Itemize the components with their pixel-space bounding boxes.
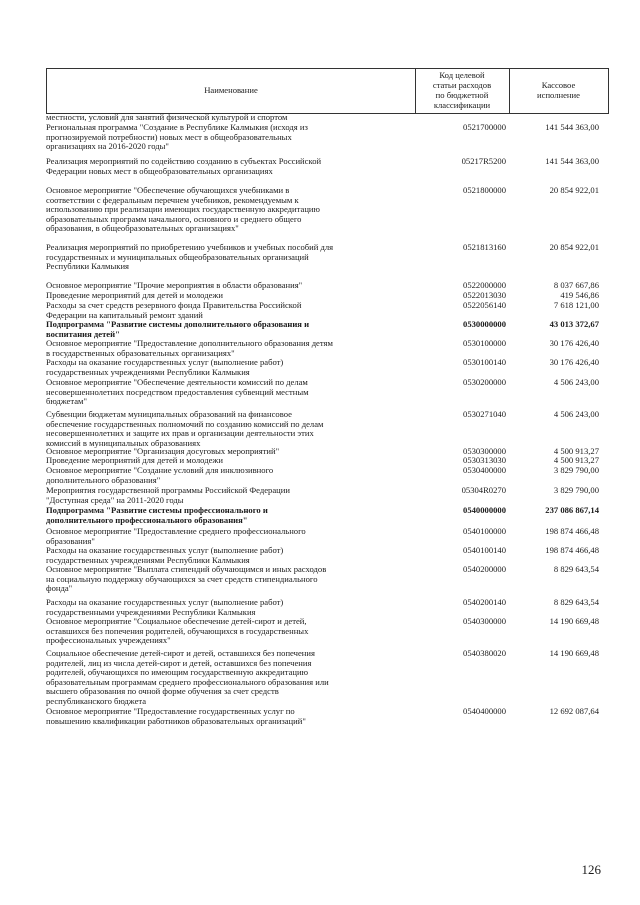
row-name: местности, условий для занятий физической культурой и спортом [46,112,288,122]
row-code: 0540400000 [463,706,506,716]
row-amount: 237 086 867,14 [545,505,599,515]
row-name: Социальное обеспечение детей-сирот и детей, оставшихся без попечения родителей, лиц из числа детей-сирот и детей, оставшихся без попечения родителей, обучающихся по имеющим государственную аккредитацию образовательным программам среднего профессионального образования или высшего образования по очной форме обучения за счет средств республиканского бюджета [46,648,329,706]
row-code: 0540200140 [463,597,506,607]
row-code: 0522013030 [463,290,506,300]
row-code: 0530000000 [463,319,506,329]
row-name: Основное мероприятие "Предоставление дополнительного образования детям в государственных образовательных организациях" [46,338,333,358]
row-amount: 14 190 669,48 [549,648,599,658]
row-amount: 8 829 643,54 [553,597,599,607]
header-name [47,69,416,113]
row-name: Основное мероприятие "Предоставление среднего профессионального образования" [46,526,306,546]
row-amount: 14 190 669,48 [549,616,599,626]
row-name: Мероприятия государственной программы Российской Федерации "Доступная среда" на 2011-2020 годы [46,485,290,505]
row-amount: 4 500 913,27 [553,446,599,456]
row-code: 0530200000 [463,377,506,387]
row-code: 0530100000 [463,338,506,348]
row-amount: 12 692 087,64 [549,706,599,716]
row-name: Основное мероприятие "Предоставление государственных услуг по повышению квалификации работников образовательных организаций" [46,706,306,726]
row-name: Основное мероприятие "Социальное обеспечение детей-сирот и детей, оставшихся без попечения родителей, обучающихся в государственных профессиональных учреждениях" [46,616,309,646]
row-amount: 43 013 372,67 [549,319,599,329]
row-code: 0530100140 [463,357,506,367]
row-code: 0530313030 [463,455,506,465]
row-code: 0530300000 [463,446,506,456]
row-code: 0540200000 [463,564,506,574]
row-amount: 20 854 922,01 [549,242,599,252]
row-code: 0522056140 [463,300,506,310]
row-amount: 419 546,86 [560,290,599,300]
row-name: Подпрограмма "Развитие системы профессионального и дополнительного профессионального образования" [46,505,268,525]
row-amount: 141 544 363,00 [545,156,599,166]
row-name: Основное мероприятие "Выплата стипендий обучающимся и иных расходов на социальную поддержку обучающихся за счет средств стипендиального фонда" [46,564,327,594]
row-name: Основное мероприятие "Обеспечение обучающихся учебниками в соответствии с федеральным перечнем учебников, рекомендуемым к использованию при реализации имеющих государственную аккредитацию образовательных программ начального, основного и среднего общего образования, в общеобразовательных организациях" [46,185,320,234]
row-code: 0540380020 [463,648,506,658]
row-amount: 20 854 922,01 [549,185,599,195]
row-code: 0530400000 [463,465,506,475]
row-amount: 198 874 466,48 [545,545,599,555]
row-amount: 30 176 426,40 [549,338,599,348]
row-name: Проведение мероприятий для детей и молодежи [46,290,223,300]
page-number: 126 [581,862,601,877]
row-name: Расходы на оказание государственных услуг (выполнение работ) государственными учреждениями Республики Калмыкия [46,597,284,617]
row-name: Основное мероприятие "Обеспечение деятельности комиссий по делам несовершеннолетних посредством предоставления субвенций местным бюджетам" [46,377,309,407]
row-code: 0521700000 [463,122,506,132]
table-header [46,68,609,114]
row-name: Проведение мероприятий для детей и молодежи [46,455,223,465]
row-amount: 4 506 243,00 [553,409,599,419]
header-code [415,69,510,113]
header-amount-text: Кассовое исполнение [537,80,580,100]
row-name: Региональная программа "Создание в Республике Калмыкия (исходя из прогнозируемой потребности) новых мест в общеобразовательных организациях на 2016-2020 годы" [46,122,308,152]
row-code: 0521813160 [463,242,506,252]
row-code: 0540300000 [463,616,506,626]
row-name: Основное мероприятие "Прочие мероприятия в области образования" [46,280,303,290]
row-name: Основное мероприятие "Организация досуговых мероприятий" [46,446,280,456]
row-code: 0540000000 [463,505,506,515]
row-code: 0540100140 [463,545,506,555]
row-code: 0522000000 [463,280,506,290]
row-amount: 4 506 243,00 [553,377,599,387]
row-amount: 141 544 363,00 [545,122,599,132]
row-amount: 198 874 466,48 [545,526,599,536]
row-amount: 3 829 790,00 [553,465,599,475]
row-name: Субвенции бюджетам муниципальных образований на финансовое обеспечение государственных полномочий по созданию комиссий по делам несовершеннолетних и защите их прав и организации деятельности этих комиссий в муниципальных образованиях [46,409,324,448]
row-code: 0521800000 [463,185,506,195]
row-code: 0530271040 [463,409,506,419]
row-name: Расходы на оказание государственных услуг (выполнение работ) государственных учреждениями Республики Калмыкия [46,545,284,565]
row-name: Реализация мероприятий по содействию созданию в субъектах Российской Федерации новых мест в общеобразовательных организациях [46,156,322,176]
row-code: 05304R0270 [461,485,506,495]
row-amount: 7 618 121,00 [553,300,599,310]
row-name: Расходы на оказание государственных услуг (выполнение работ) государственных учреждениями Республики Калмыкия [46,357,284,377]
row-amount: 8 037 667,86 [553,280,599,290]
row-name: Реализация мероприятий по приобретению учебников и учебных пособий для государственных и муниципальных общеобразовательных организаций Республики Калмыкия [46,242,334,272]
row-name: Основное мероприятие "Создание условий для инклюзивного дополнительного образования" [46,465,274,485]
row-code: 05217R5200 [461,156,506,166]
header-code-text: Код целевой статьи расходов по бюджетной классификации [432,70,492,110]
row-amount: 8 829 643,54 [553,564,599,574]
row-amount: 4 500 913,27 [553,455,599,465]
row-name: Расходы за счет средств резервного фонда Правительства Российской Федерации на капитальный ремонт зданий [46,300,302,320]
header-name-text: Наименование [204,85,258,96]
header-amount [509,69,608,113]
row-amount: 30 176 426,40 [549,357,599,367]
row-code: 0540100000 [463,526,506,536]
row-name: Подпрограмма "Развитие системы дополнительного образования и воспитания детей" [46,319,310,339]
row-amount: 3 829 790,00 [553,485,599,495]
